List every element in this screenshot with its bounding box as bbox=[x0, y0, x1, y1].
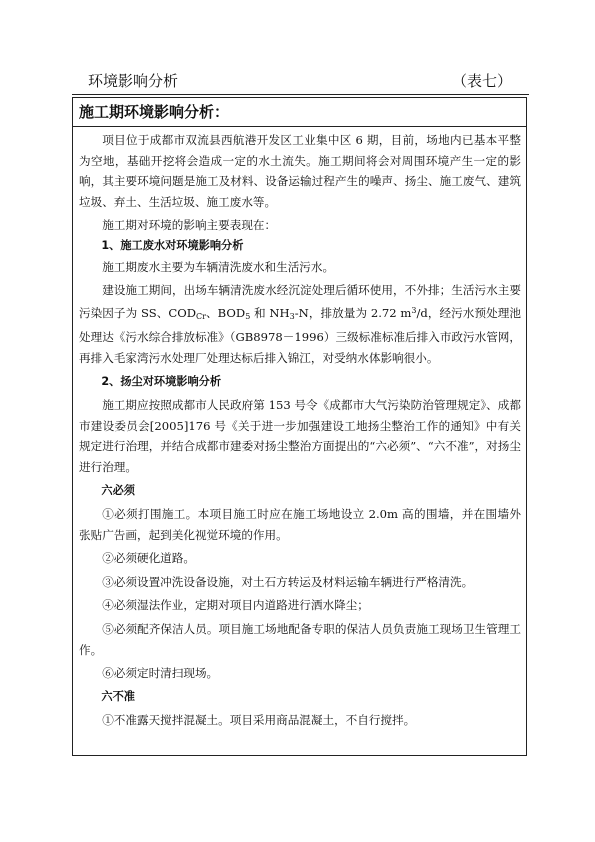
must-item-4: ④必须湿法作业，定期对项目内道路进行洒水降尘； bbox=[102, 598, 369, 613]
must-item-6: ⑥必须定时清扫现场。 bbox=[102, 666, 219, 681]
wastewater-text-c: 和 NH bbox=[250, 305, 290, 320]
frame-divider bbox=[73, 126, 526, 127]
page-header bbox=[80, 70, 520, 92]
unit-superscript: 3 bbox=[411, 305, 417, 315]
wastewater-paragraph-1: 施工期废水主要为车辆清洗废水和生活污水。 bbox=[102, 259, 335, 274]
bod-subscript: 5 bbox=[245, 311, 251, 321]
wastewater-text-e: /d，经污水预处理池处理达《污水综合排放标准》（GB8978－1996）三级标准标准后排入市政污水管网，再排入毛家湾污水处理厂处理达标后排入锦江，对受纳水体影响很小。 bbox=[79, 305, 521, 365]
not-item-1: ①不准露天搅拌混凝土。项目采用商品混凝土，不自行搅拌。 bbox=[102, 713, 416, 728]
wastewater-text-d: -N，排放量为 2.72 m bbox=[294, 305, 412, 320]
six-nots-title: 六不准 bbox=[101, 689, 135, 703]
impacts-lead: 施工期对环境的影响主要表现在： bbox=[102, 218, 277, 233]
section-title: 施工期环境影响分析： bbox=[79, 103, 230, 121]
table-tag: （表七） bbox=[451, 72, 512, 90]
nh-subscript: 3 bbox=[289, 311, 295, 321]
must-item-3: ③必须设置冲洗设备设施，对土石方转运及材料运输车辆进行严格清洗。 bbox=[102, 574, 474, 589]
wastewater-paragraph-2 bbox=[79, 280, 521, 368]
cod-subscript: Cr bbox=[196, 311, 206, 321]
content-body bbox=[79, 130, 521, 731]
content-frame bbox=[72, 97, 527, 756]
wastewater-text-b: 、BOD bbox=[205, 305, 246, 320]
must-item-2: ②必须硬化道路。 bbox=[102, 551, 195, 566]
header-title: 环境影响分析 bbox=[88, 72, 179, 90]
heading-wastewater: 1、施工废水对环境影响分析 bbox=[101, 238, 244, 252]
header-rule bbox=[72, 94, 529, 95]
intro-paragraph: 项目位于成都市双流县西航港开发区工业集中区 6 期，目前，场地内已基本平整为空地，基础开挖将会造成一定的水土流失。施工期间将会对周围环境产生一定的影响，其主要环境问题是施工及材料、设备运输过程产生的噪声、扬尘、施工废气、建筑垃圾、弃土、生活垃圾、施工废水等。 bbox=[79, 133, 521, 209]
dust-paragraph: 施工期应按照成都市人民政府第 153 号令《成都市大气污染防治管理规定》、成都市建设委员会[2005]176 号《关于进一步加强建设工地扬尘整治工作的通知》中有关规定进行治理，并结合成都市建委对扬尘整治方面提出的“六必须”、“六不准”，对扬尘进行治理。 bbox=[79, 398, 521, 474]
must-item-1: ①必须打围施工。本项目施工时应在施工场地设立 2.0m 高的围墙，并在围墙外张贴广告画，起到美化视觉环境的作用。 bbox=[79, 507, 521, 542]
must-item-5: ⑤必须配齐保洁人员。项目施工场地配备专职的保洁人员负责施工现场卫生管理工作。 bbox=[79, 622, 521, 657]
heading-dust: 2、扬尘对环境影响分析 bbox=[101, 374, 222, 388]
wastewater-text-a: 建设施工期间，出场车辆清洗废水经沉淀处理后循环使用，不外排；生活污水主要污染因子为 SS、COD bbox=[79, 283, 521, 320]
six-musts-title: 六必须 bbox=[101, 483, 135, 497]
